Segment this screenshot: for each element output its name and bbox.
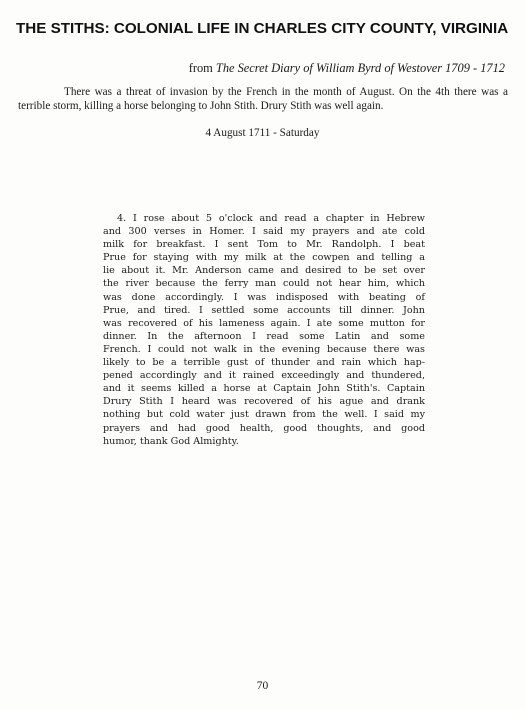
page-title: THE STITHS: COLONIAL LIFE IN CHARLES CITY COUNTY, VIRGINIA xyxy=(16,20,509,37)
page-number: 70 xyxy=(256,680,269,692)
diary-line: Prue for staying with my milk at the cowpen and telling a xyxy=(103,252,425,264)
diary-line: likely to be a terrible gust of thunder and rain which hap- xyxy=(103,357,425,369)
source-prefix: from xyxy=(188,61,216,75)
entry-date: 4 August 1711 - Saturday xyxy=(205,127,320,139)
diary-line: milk for breakfast. I sent Tom to Mr. Randolph. I beat xyxy=(103,239,425,251)
diary-line: was done accordingly. I was indisposed with beating of xyxy=(103,291,425,303)
diary-line: Drury Stith I heard was recovered of his ague and drank xyxy=(103,396,425,408)
diary-line: 4. I rose about 5 o'clock and read a chapter in Hebrew xyxy=(117,213,425,224)
diary-line: lie about it. Mr. Anderson came and desired to be set over xyxy=(103,265,425,277)
diary-line: humor, thank God Almighty. xyxy=(103,435,239,447)
diary-line: French. I could not walk in the evening because there was xyxy=(103,343,425,355)
diary-line: prayers and had good health, good thoughts, and good xyxy=(103,422,425,434)
diary-line: nothing but cold water just drawn from the well. I said my xyxy=(103,409,425,421)
diary-line: was recovered of his lameness again. I ate some mutton for xyxy=(103,317,425,329)
intro-paragraph: There was a threat of invasion by the French in the month of August. On the 4th there was a terrible storm, killing a horse belonging to John Stith. Drury Stith was well again. xyxy=(18,86,508,112)
source-work-title: The Secret Diary of William Byrd of Westover 1709 - 1712 xyxy=(215,61,505,75)
diary-line: and it seems killed a horse at Captain John Stith's. Captain xyxy=(103,383,425,395)
diary-line: the river because the ferry man could not hear him, which xyxy=(103,278,425,290)
diary-line: and 300 verses in Homer. I said my prayers and ate cold xyxy=(103,226,425,238)
source-citation xyxy=(189,61,505,76)
diary-line: pened accordingly and it rained exceedingly and thundered, xyxy=(103,370,425,382)
diary-excerpt xyxy=(103,212,425,448)
diary-line: Prue, and tired. I settled some accounts till dinner. John xyxy=(103,304,425,316)
diary-line: dinner. In the afternoon I read some Latin and some xyxy=(103,330,425,342)
